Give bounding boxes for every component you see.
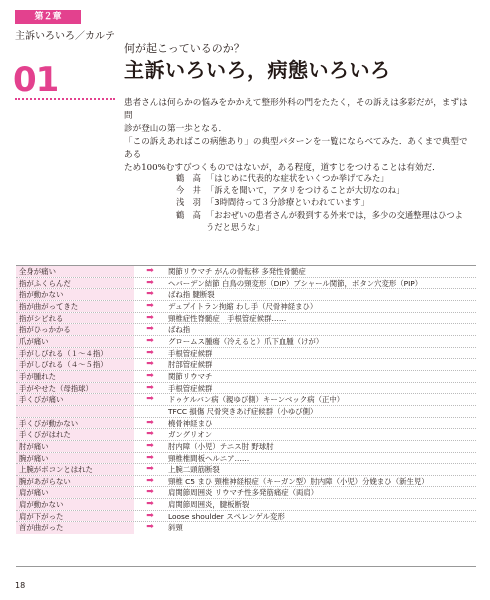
dialogue-line — [176, 221, 476, 233]
symptom-cell: 爪が痛い — [16, 336, 134, 347]
diagnosis-cell: ばね指 腱断裂 — [168, 290, 215, 300]
diagnosis-cell: ドゥケルバン病（親ゆび側）キーンベック病（正中） — [168, 395, 345, 405]
arrow-icon: ➡ — [146, 510, 154, 521]
symptom-cell: 首が曲がった — [16, 522, 134, 534]
speaker-text: 「3時間待って３分診療といわれています」 — [206, 197, 369, 208]
table-row — [16, 324, 476, 336]
arrow-icon: ➡ — [146, 266, 154, 276]
symptom-cell: 指がシビれる — [16, 313, 134, 324]
dialogue-line — [176, 172, 476, 184]
table-row — [16, 336, 476, 348]
speaker-name: 鶴 高 — [176, 173, 201, 183]
diagnosis-cell: デュプイトラン拘縮 わし手（尺骨神経まひ） — [168, 301, 318, 311]
table-row — [16, 453, 476, 465]
speaker-name: 浅 羽 — [176, 197, 201, 208]
table-row — [16, 464, 476, 476]
arrow-icon: ➡ — [146, 335, 154, 346]
symptom-cell — [16, 406, 134, 417]
table-row — [16, 278, 476, 290]
arrow-icon: ➡ — [146, 382, 154, 393]
diagnosis-cell: Loose shoulder スペレンゲル変形 — [168, 511, 285, 521]
table-row — [16, 511, 476, 523]
diagnosis-cell: 橈骨神経まひ — [168, 418, 213, 428]
diagnosis-cell: ばね指 — [168, 325, 191, 335]
symptom-cell: 指が曲がってきた — [16, 301, 134, 312]
arrow-icon: ➡ — [146, 347, 154, 358]
diagnosis-cell: 肘部管症候群 — [168, 360, 213, 370]
speaker-name — [176, 221, 206, 233]
table-row — [16, 348, 476, 360]
diagnosis-cell: 頸椎症性脊髄症 手根管症候群…… — [168, 313, 287, 323]
speaker-text: 「はじめに代表的な症状をいくつか挙げてみた」 — [206, 173, 389, 183]
arrow-icon: ➡ — [146, 464, 154, 475]
chapter-badge: 第２章 — [15, 10, 81, 24]
arrow-icon: ➡ — [146, 440, 154, 451]
symptom-cell: 指がひっかかる — [16, 324, 134, 335]
symptom-cell: 手くびが動かない — [16, 418, 134, 429]
symptom-cell: 指がふくらんだ — [16, 278, 134, 289]
table-row — [16, 487, 476, 499]
table-row — [16, 522, 476, 534]
diagnosis-cell: ガングリオン — [168, 430, 213, 440]
table-row — [16, 441, 476, 453]
diagnosis-cell: ヘバーデン結節 白鳥の頸変形（DIP）ブシャール関節，ボタン穴変形（PIP） — [168, 278, 423, 288]
diagnosis-cell: 関節リウマチ がんの骨転移 多発性骨髄症 — [168, 267, 306, 276]
table-row — [16, 383, 476, 395]
symptom-cell: 手がしびれる（１〜４指） — [16, 348, 134, 359]
table-row — [16, 313, 476, 325]
diagnosis-cell: 手根管症候群 — [168, 383, 213, 393]
table-row — [16, 266, 476, 278]
symptom-cell: 上腕がボコンとはれた — [16, 464, 134, 475]
speaker-text: 「訴えを聞いて，アタリをつけることが大切なのね」 — [206, 185, 405, 196]
section-number: 01 — [13, 60, 59, 100]
diagnosis-cell: TFCC 損傷 尺骨突きあげ症候群（小ゆび側） — [168, 406, 318, 416]
diagnosis-cell: 肩関節周囲炎，腱板断裂 — [168, 500, 250, 510]
arrow-icon: ➡ — [146, 289, 154, 300]
symptom-cell: 手くびがはれた — [16, 429, 134, 440]
symptom-cell: 腕があがらない — [16, 476, 134, 487]
section-label: 主訴いろいろ／カルテ — [15, 31, 115, 42]
symptom-cell: 手くびが痛い — [16, 394, 134, 405]
speaker-text: うだと思うな」 — [206, 221, 265, 232]
arrow-icon: ➡ — [146, 277, 154, 288]
symptom-cell: 手が腫れた — [16, 371, 134, 382]
diagnosis-cell: 手根管症候群 — [168, 348, 213, 358]
arrow-icon: ➡ — [146, 417, 154, 428]
intro-line: 患者さんは何らかの悩みをかかえて整形外科の門をたたく，その訴えは多彩だが，まずは問 — [124, 98, 468, 121]
arrow-icon: ➡ — [146, 429, 154, 440]
table-row — [16, 289, 476, 301]
dialogue-line — [176, 184, 476, 196]
symptom-cell: 指が動かない — [16, 289, 134, 300]
table-row — [16, 406, 476, 418]
table-row — [16, 371, 476, 383]
diagnosis-cell: 肘内障（小児）テニス肘 野球肘 — [168, 441, 274, 451]
section-divider — [15, 98, 115, 100]
dialogue — [176, 172, 476, 233]
arrow-icon: ➡ — [146, 312, 154, 323]
diagnosis-cell: 頸椎 C5 まひ 頸椎神経根症（キーガン型）肘内障（小児）分娩まひ（新生児） — [168, 476, 429, 486]
arrow-icon: ➡ — [146, 452, 154, 463]
intro-line: 「この訴えあればこの病態あり」の典型パターンを一覧にならべてみた．あくまで典型である — [124, 137, 468, 160]
table-row — [16, 418, 476, 430]
intro-paragraph — [124, 97, 476, 175]
dialogue-line — [176, 209, 476, 221]
diagnosis-cell: 肩関節周囲炎 リウマチ性多発筋痛症（両肩） — [168, 488, 319, 498]
arrow-icon: ➡ — [146, 359, 154, 370]
arrow-icon: ➡ — [146, 394, 154, 405]
diagnosis-cell: 関節リウマチ — [168, 371, 213, 381]
speaker-name: 今 井 — [176, 185, 201, 196]
table-row — [16, 476, 476, 488]
intro-line: ため100%むすびつくものではないが，ある程度，道すじをつけることは有効だ． — [124, 163, 441, 173]
diagnosis-cell: 斜頸 — [168, 523, 183, 533]
arrow-icon: ➡ — [146, 475, 154, 486]
symptom-diagnosis-table — [16, 265, 476, 567]
table-row — [16, 301, 476, 313]
table-row — [16, 429, 476, 441]
page-number: 18 — [15, 581, 26, 590]
table-row — [16, 394, 476, 406]
symptom-cell: 肘が痛い — [16, 441, 134, 452]
symptom-cell: 手がやせた（母指球） — [16, 383, 134, 394]
page-title: 主訴いろいろ，病態いろいろ — [124, 58, 391, 82]
symptom-cell: 腕が痛い — [16, 453, 134, 464]
speaker-text: 「おおぜいの患者さんが殺到する外来では，多少の交通整理はひつよ — [206, 209, 463, 220]
symptom-cell: 全身が痛い — [16, 266, 134, 277]
arrow-icon: ➡ — [146, 324, 154, 335]
symptom-cell: 手がしびれる（４〜５指） — [16, 359, 134, 370]
symptom-cell: 肩が動かない — [16, 499, 134, 510]
table-row — [16, 499, 476, 511]
diagnosis-cell: 頸椎椎間板ヘルニア…… — [168, 453, 250, 463]
page-subtitle: 何が起こっているのか？ — [124, 42, 245, 55]
symptom-cell: 肩が痛い — [16, 487, 134, 498]
arrow-icon: ➡ — [146, 499, 154, 510]
speaker-name: 鶴 高 — [176, 209, 201, 220]
dialogue-line — [176, 196, 476, 208]
symptom-cell: 肩が下がった — [16, 511, 134, 522]
table-row — [16, 359, 476, 371]
diagnosis-cell: 上腕二頭筋断裂 — [168, 465, 220, 475]
arrow-icon: ➡ — [146, 370, 154, 381]
arrow-icon: ➡ — [146, 300, 154, 311]
arrow-icon: ➡ — [146, 522, 154, 533]
diagnosis-cell: グロームス腫瘍（冷えると）爪下血腫（けが） — [168, 336, 324, 346]
arrow-icon: ➡ — [146, 487, 154, 498]
intro-line: 診が登山の第一歩となる． — [124, 124, 228, 134]
